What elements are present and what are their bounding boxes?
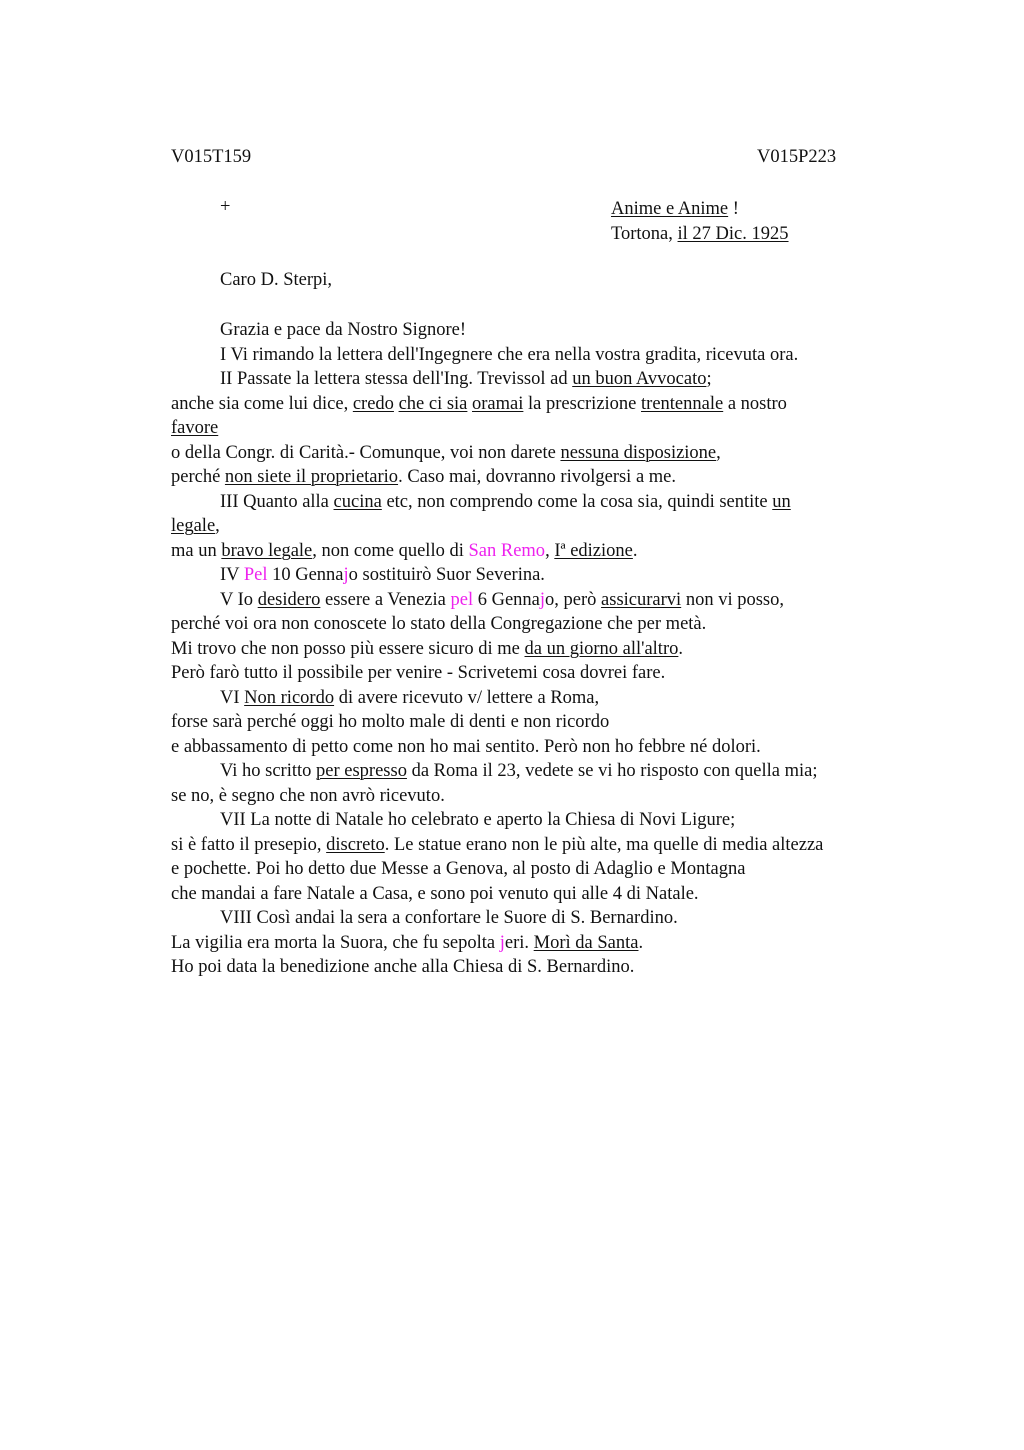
text-run: o sostituirò Suor Severina. <box>348 565 545 585</box>
underlined-run: da un giorno all'altro <box>524 638 679 659</box>
highlighted-run: j <box>499 932 505 953</box>
text-run: II Passate la lettera stessa dell'Ing. Trevissol ad <box>220 369 573 389</box>
text-run: eri. <box>504 932 534 953</box>
body-line-7 <box>171 490 911 515</box>
body-line-25 <box>171 931 911 956</box>
text-run: essere a Venezia <box>320 589 451 610</box>
body-line-11 <box>171 588 911 613</box>
body-line-3 <box>171 392 911 417</box>
underlined-run: che ci sia <box>398 393 468 414</box>
underlined-run: Morì da Santa <box>533 932 639 953</box>
body-line-12: perché voi ora non conoscete lo stato della Congregazione che per metà. <box>171 614 707 634</box>
highlighted-run: San Remo <box>468 540 546 561</box>
text-run: . <box>678 638 683 659</box>
body-line-13 <box>171 637 911 662</box>
text-run: perché <box>171 467 225 487</box>
highlighted-run: Pel <box>243 565 268 585</box>
text-run: . <box>632 540 638 561</box>
body-line-6 <box>171 465 911 490</box>
underlined-run: credo <box>352 393 394 414</box>
letter-place-date <box>611 222 789 247</box>
text-run: IV <box>220 565 244 585</box>
letter-date: il 27 Dic. 1925 <box>677 223 789 244</box>
body-line-20: VII La notte di Natale ho celebrato e aperto la Chiesa di Novi Ligure; <box>220 810 736 830</box>
underlined-run: per espresso <box>316 761 407 781</box>
text-run: 10 Genna <box>267 565 344 585</box>
underlined-run: bravo legale <box>221 540 313 561</box>
cross-symbol: + <box>220 197 231 217</box>
underlined-run: legale <box>171 516 216 536</box>
letter-title-suffix: ! <box>728 199 739 219</box>
underlined-run: desidero <box>257 589 321 610</box>
body-line-22: e pochette. Poi ho detto due Messe a Genova, al posto di Adaglio e Montagna <box>171 859 746 879</box>
text-run: 6 Genna <box>473 589 540 610</box>
text-run: o, però <box>545 589 602 610</box>
text-run: V Io <box>220 589 258 610</box>
body-line-26: Ho poi data la benedizione anche alla Chiesa di S. Bernardino. <box>171 957 635 977</box>
body-line-14: Però farò tutto il possibile per venire - Scrivetemi cosa dovrei fare. <box>171 663 666 683</box>
document-reference-left: V015T159 <box>171 147 252 167</box>
text-run: ; <box>706 369 712 389</box>
underlined-run: discreto <box>326 834 385 855</box>
text-run: o della Congr. di Carità.- Comunque, voi non darete <box>171 442 561 463</box>
text-run: si è fatto il presepio, <box>171 834 327 855</box>
body-line-17: e abbassamento di petto come non ho mai sentito. Però non ho febbre né dolori. <box>171 736 761 757</box>
highlighted-run: j <box>539 589 546 610</box>
text-run: , non come quello di <box>312 540 469 561</box>
body-line-2 <box>171 367 911 392</box>
underlined-run: nessuna disposizione <box>560 442 717 463</box>
letter-heading <box>611 197 789 246</box>
letter-body <box>171 318 911 980</box>
underlined-run: un <box>772 491 791 512</box>
text-run: Vi ho scritto <box>220 761 317 781</box>
body-line-21 <box>171 833 911 858</box>
text-run: non vi posso, <box>681 589 784 610</box>
highlighted-run: pel <box>450 589 474 610</box>
text-run: la prescrizione <box>523 393 642 414</box>
underlined-run: Non ricordo <box>244 687 335 708</box>
body-line-1: I Vi rimando la lettera dell'Ingegnere che era nella vostra gradita, ricevuta ora. <box>220 344 799 365</box>
body-line-15 <box>171 686 911 711</box>
text-run: Mi trovo che non posso più essere sicuro di me <box>171 638 525 659</box>
text-run: anche sia come lui dice, <box>171 393 353 414</box>
text-run: . Le statue erano non le più alte, ma quelle di media altezza <box>384 834 824 855</box>
letter-place: Tortona, <box>611 223 678 244</box>
underlined-run: cucina <box>333 491 382 512</box>
salutation: Caro D. Sterpi, <box>220 270 333 290</box>
underlined-run: un buon Avvocato <box>572 369 707 389</box>
text-run: VI <box>220 687 245 708</box>
text-run: ma un <box>171 540 222 561</box>
body-line-19: se no, è segno che non avrò ricevuto. <box>171 785 445 806</box>
underlined-run: favore <box>171 418 219 438</box>
greeting-line: Grazia e pace da Nostro Signore! <box>220 320 467 340</box>
body-line-9 <box>171 539 911 564</box>
body-line-18 <box>171 759 911 784</box>
text-run: a nostro <box>723 393 787 414</box>
body-line-24: VIII Così andai la sera a confortare le Suore di S. Bernardino. <box>220 908 678 928</box>
text-run: . Caso mai, dovranno rivolgersi a me. <box>398 467 677 487</box>
text-run: , <box>215 516 220 536</box>
underlined-run: non siete il proprietario <box>224 467 399 487</box>
body-line-8 <box>171 514 911 539</box>
underlined-run: Iª edizione <box>554 540 633 561</box>
text-run: etc, non comprendo come la cosa sia, quindi sentite <box>381 491 773 512</box>
document-reference-right: V015P223 <box>757 147 837 167</box>
underlined-run: assicurarvi <box>601 589 682 610</box>
text-run: . <box>638 932 644 953</box>
body-line-4 <box>171 416 911 441</box>
text-run: da Roma il 23, vedete se vi ho risposto con quella mia; <box>406 761 818 781</box>
letter-title <box>611 197 789 222</box>
text-run: III Quanto alla <box>220 491 334 512</box>
text-run: di avere ricevuto v/ lettere a Roma, <box>334 687 600 708</box>
body-line-23: che mandai a fare Natale a Casa, e sono poi venuto qui alle 4 di Natale. <box>171 883 699 904</box>
text-run: La vigilia era morta la Suora, che fu sepolta <box>171 932 500 953</box>
underlined-run: oramai <box>472 393 524 414</box>
text-run: , <box>545 540 555 561</box>
text-run: , <box>716 442 721 463</box>
body-line-16: forse sarà perché oggi ho molto male di denti e non ricordo <box>171 712 610 732</box>
body-line-10 <box>171 563 911 588</box>
highlighted-run: j <box>343 565 349 585</box>
underlined-run: trentennale <box>641 393 724 414</box>
body-line-5 <box>171 441 911 466</box>
letter-title-underlined: Anime e Anime <box>611 199 729 219</box>
